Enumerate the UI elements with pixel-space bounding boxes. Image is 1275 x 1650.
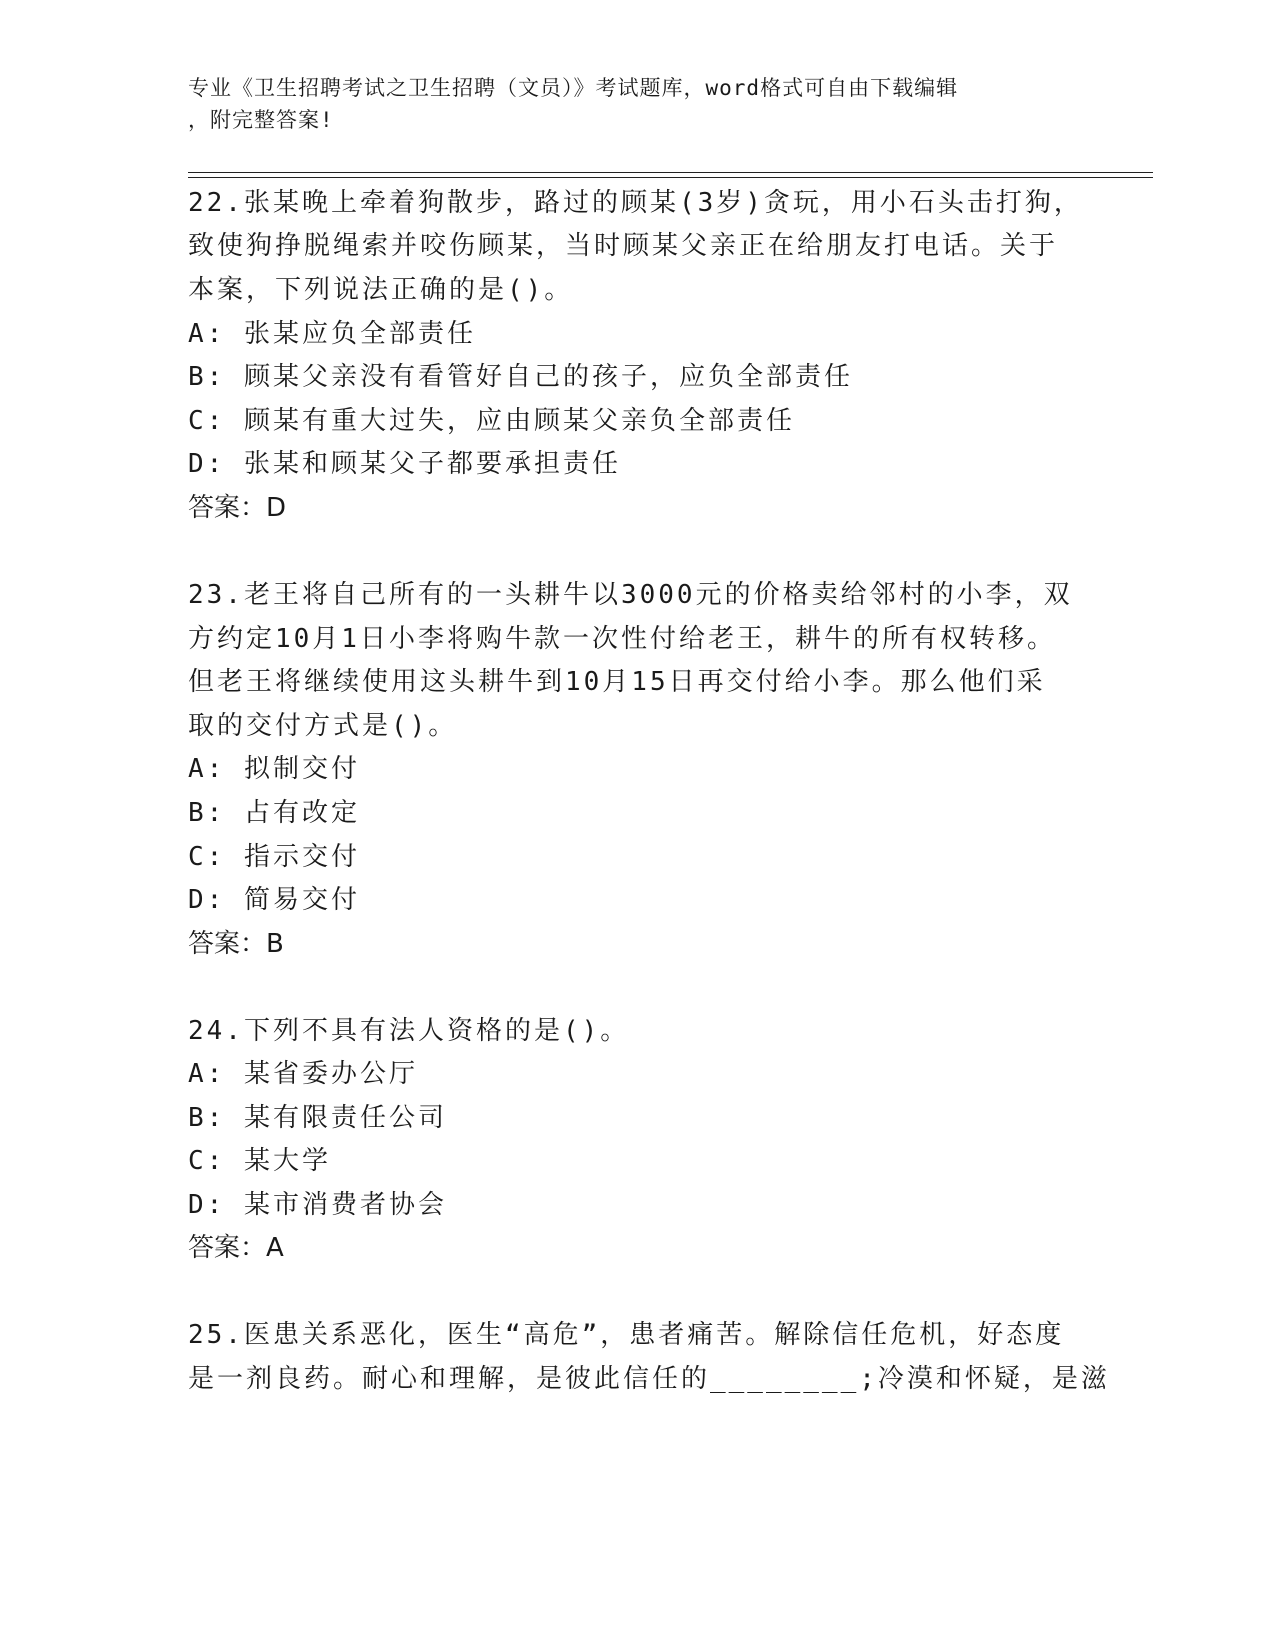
question-24-answer: 答案：A xyxy=(188,1233,284,1263)
question-22-answer: 答案：D xyxy=(188,493,287,523)
question-23-stem-line-2: 方约定10月1日小李将购牛款一次性付给老王，耕牛的所有权转移。 xyxy=(188,624,1056,654)
question-25-stem-line-1: 25.医患关系恶化，医生“高危”，患者痛苦。解除信任危机，好态度 xyxy=(188,1320,1065,1350)
header-divider-bottom xyxy=(188,177,1153,178)
question-23-stem-line-3: 但老王将继续使用这头耕牛到10月15日再交付给小李。那么他们采 xyxy=(188,667,1046,697)
question-22-stem-line-2: 致使狗挣脱绳索并咬伤顾某，当时顾某父亲正在给朋友打电话。关于 xyxy=(188,231,1059,261)
question-22-option-b: B: 顾某父亲没有看管好自己的孩子，应负全部责任 xyxy=(188,362,853,392)
question-23-stem-line-1: 23.老王将自己所有的一头耕牛以3000元的价格卖给邻村的小李，双 xyxy=(188,580,1073,610)
question-23-option-c: C: 指示交付 xyxy=(188,842,360,872)
header-title-line-1: 专业《卫生招聘考试之卫生招聘（文员）》考试题库，word格式可自由下载编辑 xyxy=(188,76,959,100)
header-divider-top xyxy=(188,172,1153,173)
question-22-stem-line-1: 22.张某晚上牵着狗散步，路过的顾某(3岁)贪玩，用小石头击打狗， xyxy=(188,188,1083,218)
question-22-option-d: D: 张某和顾某父子都要承担责任 xyxy=(188,449,621,479)
question-23-stem-line-4: 取的交付方式是()。 xyxy=(188,711,458,741)
header-title-line-2: ，附完整答案! xyxy=(188,108,334,132)
question-24-option-d: D: 某市消费者协会 xyxy=(188,1190,447,1220)
question-22-option-c: C: 顾某有重大过失，应由顾某父亲负全部责任 xyxy=(188,406,795,436)
question-23-option-a: A: 拟制交付 xyxy=(188,754,360,784)
question-24-stem-line-1: 24.下列不具有法人资格的是()。 xyxy=(188,1016,630,1046)
question-24-option-a: A: 某省委办公厅 xyxy=(188,1059,418,1089)
question-22-option-a: A: 张某应负全部责任 xyxy=(188,319,476,349)
question-23-option-b: B: 占有改定 xyxy=(188,798,360,828)
question-23-answer: 答案：B xyxy=(188,929,284,959)
question-22-stem-line-3: 本案，下列说法正确的是()。 xyxy=(188,275,574,305)
question-23-option-d: D: 简易交付 xyxy=(188,885,360,915)
question-24-option-c: C: 某大学 xyxy=(188,1146,331,1176)
question-24-option-b: B: 某有限责任公司 xyxy=(188,1103,447,1133)
question-25-stem-line-2: 是一剂良药。耐心和理解，是彼此信任的________;冷漠和怀疑，是滋 xyxy=(188,1364,1110,1394)
